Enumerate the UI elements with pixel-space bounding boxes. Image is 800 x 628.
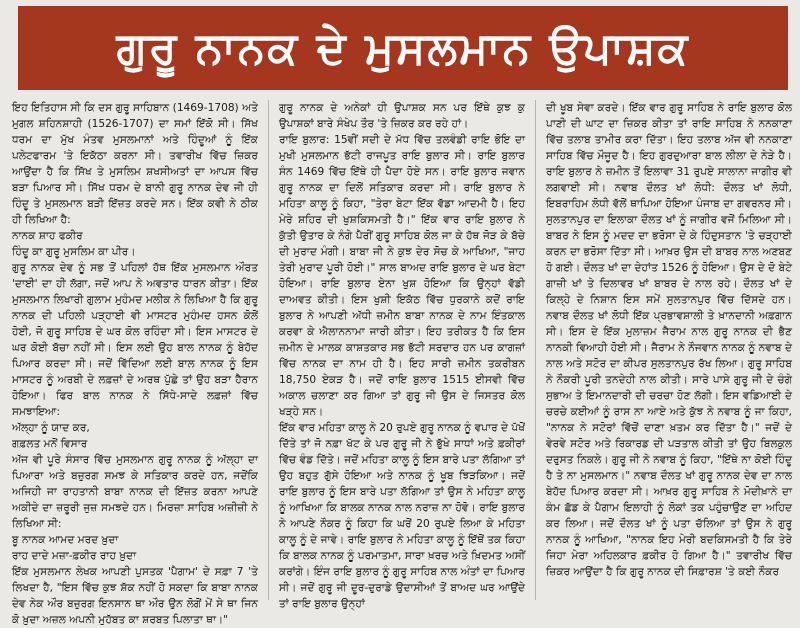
column-divider bbox=[535, 100, 536, 600]
paragraph: ਰਾਇ ਬੁਲਾਰ: 15ਵੀਂ ਸਦੀ ਦੇ ਮੱਧ ਵਿੱਚ ਤਲਵੰਡੀ ਰਾਇ ਭੋਇ ਦਾ ਮੁਖੀ ਮੁਸਲਮਾਨ ਭੱਟੀ ਰਾਜਪੂਤ ਰਾਇ ਬੁਲਾਰ ਸੀ। ਰਾਇ ਬੁਲਾਰ ਸੰਨ 1469 ਵਿੱਚ ਇੱਥੇ ਹੀ ਪੈਦਾ ਹੋਏ ਸਨ। ਰਾਇ ਬੁਲਾਰ ਜਵਾਨ ਗੁਰੂ ਨਾਨਕ ਦਾ ਦਿਲੋਂ ਸਤਿਕਾਰ ਕਰਦਾ ਸੀ। ਰਾਇ ਬੁਲਾਰ ਨੇ ਮਹਿਤਾ ਕਾਲੂ ਨੂੰ ਕਿਹਾ, "ਤੇਰਾ ਬੇਟਾ ਇੱਕ ਵੱਡਾ ਆਦਮੀ ਹੈ। ਇਹ ਮੇਰੇ ਸ਼ਹਿਰ ਦੀ ਖੁਸ਼ਕਿਸਮਤੀ ਹੈ।" ਇੱਕ ਵਾਰ ਰਾਇ ਬੁਲਾਰ ਨੇ ਕੁੱਤੀ ਉਤਾਰ ਕੇ ਨੰਗੇ ਪੈਰੀਂ ਗੁਰੂ ਸਾਹਿਬ ਕੋਲ ਜਾ ਕੇ ਹੱਥ ਜੋੜ ਕੇ ਬੱਚੇ ਦੀ ਮੁਰਾਦ ਮੰਗੀ। ਬਾਬਾ ਜੀ ਨੇ ਕੁਝ ਦੇਰ ਸੋਚ ਕੇ ਆਖਿਆ, "ਜਾਹ ਤੇਰੀ ਮੁਰਾਦ ਪੂਰੀ ਹੋਈ।" ਸਾਲ ਬਾਅਦ ਰਾਇ ਬੁਲਾਰ ਦੇ ਘਰ ਬੇਟਾ ਹੋਇਆ। ਰਾਇ ਬੁਲਾਰ ਏਨਾ ਖੁਸ਼ ਹੋਇਆ ਕਿ ਉਨ੍ਹਾਂ ਵੱਡੀ ਦਾਅਵਤ ਕੀਤੀ। ਇਸ ਖੁਸ਼ੀ ਇਕੱਠ ਵਿੱਚ ਧੁਰਕਾਨੇ ਕਦੋਂ ਰਾਇ ਬੁਲਾਰ ਨੇ ਆਪਣੀ ਅੱਧੀ ਜ਼ਮੀਨ ਬਾਬਾ ਨਾਨਕ ਦੇ ਨਾਮ ਇੰਤਕਾਲ ਕਰਵਾ ਕੇ ਐਲਾਨਨਾਮਾ ਜਾਰੀ ਕੀਤਾ। ਇਹ ਤਰੀਕਤ ਹੈ ਕਿ ਇਸ ਜ਼ਮੀਨ ਦੇ ਮਾਲਕ ਕਾਸ਼ਤਕਾਰ ਸਭ ਭੱਟੀ ਸਰਦਾਰ ਹਨ ਪਰ ਕਾਗਜ਼ਾਂ ਵਿੱਚ ਨਾਨਕ ਦਾ ਨਾਮ ਹੀ ਹੈ। ਇਹ ਸਾਰੀ ਜ਼ਮੀਨ ਤਕਰੀਬਨ 18,750 ਏਕੜ ਹੈ। ਜਦੋਂ ਰਾਇ ਬੁਲਾਰ 1515 ਈਸਵੀ ਵਿੱਚ ਅਕਾਲ ਚਲਾਣਾ ਕਰ ਗਿਆ ਤਾਂ ਗੁਰੂ ਜੀ ਉਸ ਦੇ ਜਿਸਤਰ ਕੋਲ ਖੜ੍ਹੇ ਸਨ। bbox=[279, 134, 525, 418]
headline: ਗੁਰੂ ਨਾਨਕ ਦੇ ਮੁਸਲਮਾਨ ਉਪਾਸ਼ਕ bbox=[116, 22, 690, 74]
verse-line: ਗਫ਼ਲਤ ਮਨੋਂ ਵਿਸਾਰ bbox=[12, 438, 88, 450]
verse-line: ਨਾਨਕ ਸ਼ਾਹ ਫਕੀਰ bbox=[12, 230, 83, 242]
verse-line: ਬੂ ਨਾਨਕ ਆਮਦ ਮਰਦ ਖ਼ੁਦਾ bbox=[12, 534, 119, 546]
article-column-2 bbox=[279, 100, 525, 610]
verse-line: ਹਿੰਦੂ ਕਾ ਗੁਰੂ ਮੁਸਲਿਮ ਕਾ ਪੀਰ। bbox=[12, 246, 136, 258]
paragraph: ਦੀ ਖੂਬ ਸੇਵਾ ਕਰਦੇ। ਇੱਕ ਵਾਰ ਗੁਰੂ ਸਾਹਿਬ ਨੇ ਰਾਇ ਬੁਲਾਰ ਕੋਲ ਪਾਣੀ ਦੀ ਘਾਟ ਦਾ ਜ਼ਿਕਰ ਕੀਤਾ ਤਾਂ ਰਾਇ ਸਾਹਿਬ ਨੇ ਨਨਕਾਣਾ ਵਿੱਚ ਤਲਾਬ ਤਾਮੀਰ ਕਰਾ ਦਿੱਤਾ। ਇਹ ਤਲਾਬ ਅੱਜ ਵੀ ਨਨਕਾਣਾ ਸਾਹਿਬ ਵਿੱਚ ਮੌਜੂਦ ਹੈ। ਇਹ ਗੁਰਦੁਆਰਾ ਬਾਲ ਲੀਲਾ ਦੇ ਨੇੜੇ ਹੈ। ਰਾਇ ਬੁਲਾਰ ਨੇ ਜ਼ਮੀਨ ਤੋਂ ਇਲਾਵਾ 31 ਰੁਪਏ ਸਾਲਾਨਾ ਜਾਗੀਰ ਵੀ ਲਗਵਾਈ ਸੀ। ਨਵਾਬ ਦੌਲਤ ਖਾਂ ਲੋਧੀ: ਦੌਲਤ ਖਾਂ ਲੋਧੀ, ਇਬਰਾਹਿਮ ਲੋਧੀ ਵੱਲੋਂ ਥਾਪਿਆ ਹੋਇਆ ਪੰਜਾਬ ਦਾ ਗਵਰਨਰ ਸੀ। ਸੁਲਤਾਨਪੁਰ ਦਾ ਇਲਾਕਾ ਦੌਲਤ ਖਾਂ ਨੂੰ ਜਾਗੀਰ ਵਜੋਂ ਮਿਲਿਆ ਸੀ। ਬਾਬਰ ਨੇ ਇਸ ਨੂੰ ਮਦਦ ਦਾ ਭਰੋਸਾ ਦੇ ਕੇ ਹਿੰਦੁਸਤਾਨ 'ਤੇ ਚੜ੍ਹਾਈ ਕਰਨ ਦਾ ਭਰੋਸਾ ਦਿੱਤਾ ਸੀ। ਆਖ਼ਰ ਉਸ ਦੀ ਬਾਬਰ ਨਾਲ ਅਣਬਣ ਹੋ ਗਈ। ਦੌਲਤ ਖਾਂ ਦਾ ਦੇਹਾਂਤ 1526 ਨੂੰ ਹੋਇਆ। ਉਸ ਦੇ ਦੋ ਬੇਟੇ ਗਾਜ਼ੀ ਖਾਂ ਤੇ ਦਿਲਾਵਰ ਖਾਂ ਬਾਬਰ ਦੇ ਨਾਲ ਰਹੇ। ਦੌਲਤ ਖਾਂ ਦੇ ਕਿਲ੍ਹੇ ਦੇ ਨਿਸ਼ਾਨ ਇਸ ਸਮੇਂ ਸੁਲਤਾਨਪੁਰ ਵਿੱਚ ਦਿੱਸਦੇ ਹਨ। ਨਵਾਬ ਦੌਲਤ ਖਾਂ ਲੋਧੀ ਇੱਕ ਪ੍ਰਭਾਵਸ਼ਾਲੀ ਤੇ ਖ਼ਾਨਦਾਨੀ ਅਫ਼ਗਾਨ ਸੀ। ਇਸ ਦੇ ਇੱਕ ਮੁਲਾਜ਼ਮ ਜੈਰਾਮ ਨਾਲ ਗੁਰੂ ਨਾਨਕ ਦੀ ਭੈਣ ਨਾਨਕੀ ਵਿਆਹੀ ਹੋਈ ਸੀ। ਜੈਰਾਮ ਨੇ ਨੌਜਵਾਨ ਨਾਨਕ ਨੂੰ ਨਵਾਬ ਦੇ ਨਾਲ ਅਤੇ ਸਟੋਰ ਦਾ ਕੀਪਰ ਸੁਲਤਾਨਪੁਰ ਰੱਖ ਲਿਆ। ਗੁਰੂ ਸਾਹਿਬ ਨੇ ਨੌਕਰੀ ਪੂਰੀ ਤਨਦੇਹੀ ਨਾਲ ਕੀਤੀ। ਸਾਰੇ ਪਾਸੇ ਗੁਰੂ ਜੀ ਦੇ ਚੰਗੇ ਸੁਭਾਅ ਤੇ ਇਮਾਨਦਾਰੀ ਦੀ ਚਰਚਾ ਹੋਣ ਲੱਗੀ। ਇਸ ਵਡਿਆਈ ਦੇ ਚਰਚੇ ਕਈਆਂ ਨੂੰ ਰਾਸ ਨਾ ਆਏ ਅਤੇ ਕੁੱਝ ਨੇ ਨਵਾਬ ਨੂੰ ਜਾ ਕਿਹਾ, "ਨਾਨਕ ਨੇ ਸਟੋਰਾਂ ਵਿੱਚੋਂ ਦਾਣਾ ਖ਼ਤਮ ਕਰ ਦਿੱਤਾ ਹੈ।" ਜਦੋਂ ਦੇ ਵੇਰਵੇ ਸਟੋਰ ਅਤੇ ਰਿਕਾਰਡ ਦੀ ਪੜਤਾਲ ਕੀਤੀ ਤਾਂ ਉਹ ਬਿਲਕੁਲ ਦਰੁਸਤ ਨਿਕਲੇ। ਗੁਰੂ ਜੀ ਨੇ ਨਵਾਬ ਨੂੰ ਕਿਹਾ, "ਇੱਥੇ ਨਾ ਕੋਈ ਹਿੰਦੂ ਹੈ ਤੇ ਨਾ ਮੁਸਲਮਾਨ।" ਨਵਾਬ ਦੌਲਤ ਖਾਂ ਗੁਰੂ ਨਾਨਕ ਦੇਵ ਦਾ ਨਾਲ ਬੇਹੱਦ ਪਿਆਰ ਕਰਦਾ ਸੀ। ਆਖ਼ਰ ਗੁਰੂ ਸਾਹਿਬ ਨੇ ਮੋਦੀਖ਼ਾਨੇ ਦਾ ਕੰਮ ਛੱਡ ਕੇ ਪੈਗਾਮ ਇਲਾਹੀ ਨੂੰ ਲੋਕਾਂ ਤਕ ਪਹੁੰਚਾਉਣ ਦਾ ਅਹਿਦ ਕਰ ਲਿਆ। ਜਦੋਂ ਦੌਲਤ ਖਾਂ ਨੂੰ ਪਤਾ ਚੱਲਿਆ ਤਾਂ ਉਸ ਨੇ ਗੁਰੂ ਨਾਨਕ ਨੂੰ ਆਖਿਆ, "ਨਾਨਕ ਇਹ ਮੇਰੀ ਬਦਕਿਸਮਤੀ ਹੈ ਕਿ ਤੇਰੇ ਜਿਹਾ ਮੇਰਾ ਅਹਿਲਕਾਰ ਫ਼ਕੀਰ ਹੋ ਗਿਆ ਹੈ।" ਤਵਾਰੀਖ ਵਿੱਚ ਜ਼ਿਕਰ ਆਉਂਦਾ ਹੈ ਕਿ ਗੁਰੂ ਨਾਨਕ ਦੀ ਸਿਫ਼ਾਰਸ਼ 'ਤੇ ਕਈ ਨੌਕਰ bbox=[546, 102, 792, 578]
verse-line: ਅੱਲ੍ਹਾ ਨੂੰ ਯਾਦ ਕਰ, bbox=[12, 422, 90, 434]
verse-line: ਰਾਹ ਦਾਦੇ ਮਜ਼ਾ-ਫ਼ਕੀਰ ਰਾਹ ਖ਼ੁਦਾ bbox=[12, 550, 137, 562]
paragraph: ਇਹ ਇਤਿਹਾਸ ਸੀ ਕਿ ਦਸ ਗੁਰੂ ਸਾਹਿਬਾਨ (1469-1708) ਅਤੇ ਮੁਗਲ ਸ਼ਹਿਨਸ਼ਾਹੀ (1526-1707) ਦਾ ਸਮਾਂ ਇੱਕੋ ਸੀ। ਸਿੱਖ ਧਰਮ ਦਾ ਮੁੱਖ ਮੰਤਵ ਮੁਸਲਮਾਨਾਂ ਅਤੇ ਹਿੰਦੂਆਂ ਨੂੰ ਇੱਕ ਪਲੇਟਫਾਰਮ 'ਤੇ ਇਕੱਠਾ ਕਰਨਾ ਸੀ। ਤਵਾਰੀਖ ਵਿੱਚ ਜ਼ਿਕਰ ਆਉਂਦਾ ਹੈ ਕਿ ਸਿੱਖ ਤੇ ਮੁਸਲਿਮ ਸ਼ਖਸੀਅਤਾਂ ਦਾ ਆਪਸ ਵਿੱਚ ਬੜਾ ਪਿਆਰ ਸੀ। ਸਿੱਖ ਧਰਮ ਦੇ ਬਾਨੀ ਗੁਰੂ ਨਾਨਕ ਦੇਵ ਜੀ ਹੀ ਹਿੰਦੂ ਤੇ ਮੁਸਲਮਾਨ ਬੜੀ ਇੱਜ਼ਤ ਕਰਦੇ ਸਨ। ਇੱਕ ਕਵੀ ਨੇ ਠੀਕ ਹੀ ਲਿਖਿਆ ਹੈ: bbox=[12, 102, 258, 226]
paragraph: ਗੁਰੂ ਨਾਨਕ ਦੇ ਅਨੇਕਾਂ ਹੀ ਉਪਾਸ਼ਕ ਸਨ ਪਰ ਇੱਥੇ ਕੁਝ ਕੁ ਉਪਾਸ਼ਕਾਂ ਬਾਰੇ ਸੰਖੇਪ ਤੌਰ 'ਤੇ ਜ਼ਿਕਰ ਕਰ ਰਹੇ ਹਾਂ। bbox=[279, 102, 525, 130]
column-divider bbox=[268, 100, 269, 600]
article-column-1 bbox=[12, 100, 258, 626]
paragraph: ਇੱਕ ਮੁਸਲਮਾਨ ਲੇਖਕ ਆਪਣੀ ਪੁਸਤਕ 'ਪੈਗਾਮ' ਦੇ ਸਫ਼ਾ 7 'ਤੇ ਲਿਖਦਾ ਹੈ, "ਇਸ ਵਿੱਚ ਕੁਝ ਸ਼ੱਕ ਨਹੀਂ ਹੋ ਸਕਦਾ ਕਿ ਬਾਬਾ ਨਾਨਕ ਦੇਵ ਨੇਕ ਔਰ ਬਜ਼ੁਰਗ ਇਨਸਾਨ ਥਾ ਔਰ ਉਨ ਲੋਗੋਂ ਮੇਂ ਸੇ ਥਾ ਜਿਨ ਕੋ ਖ਼ੁਦਾ ਅਜ਼ਲ ਅਪਨੀ ਮੁਹੱਬਤ ਕਾ ਸ਼ਰਬਤ ਪਿਲਾਤਾ ਥਾ।" bbox=[12, 566, 258, 626]
headline-banner bbox=[18, 6, 788, 90]
article-body bbox=[12, 100, 792, 626]
paragraph: ਗੁਰੂ ਨਾਨਕ ਦੇਵ ਨੂੰ ਸਭ ਤੋਂ ਪਹਿਲਾਂ ਹੱਥ ਇੱਕ ਮੁਸਲਮਾਨ ਔਰਤ 'ਦਾਈ' ਦਾ ਹੀ ਲੱਗਾ, ਜਦੋਂ ਆਪ ਨੇ ਅਵਤਾਰ ਧਾਰਨ ਕੀਤਾ। ਇੱਕ ਮੁਸਲਮਾਨ ਲਿਖਾਰੀ ਗੁਲਾਮ ਮੁਹੰਮਦ ਮਲੀਕ ਨੇ ਲਿਖਿਆ ਹੈ ਕਿ ਗੁਰੂ ਨਾਨਕ ਦੀ ਪਹਿਲੀ ਪੜ੍ਹਾਈ ਵੀ ਮਾਸਟਰ ਮੁਹੰਮਦ ਹਸਨ ਕੋਲੋਂ ਹੋਈ, ਜੋ ਗੁਰੂ ਸਾਹਿਬ ਦੇ ਘਰ ਕੋਲ ਰਹਿੰਦਾ ਸੀ। ਇਸ ਮਾਸਟਰ ਦੇ ਘਰ ਕੋਈ ਬੱਚਾ ਨਹੀਂ ਸੀ। ਇਸ ਲਈ ਉਹ ਬਾਲ ਨਾਨਕ ਨੂੰ ਬੇਹੱਦ ਪਿਆਰ ਕਰਦਾ ਸੀ। ਜਦੋਂ ਵਿੱਦਿਆ ਲਈ ਬਾਲ ਨਾਨਕ ਨੂੰ ਇਸ ਮਾਸਟਰ ਨੂੰ ਅਰਬੀ ਦੇ ਲਫ਼ਜ਼ਾਂ ਦੇ ਅਰਥ ਪੁੱਛੇ ਤਾਂ ਉਹ ਬੜਾ ਹੈਰਾਨ ਹੋਇਆ। ਫਿਰ ਬਾਲ ਨਾਨਕ ਨੇ ਸਿੱਧੇ-ਸਾਦੇ ਲਫ਼ਜ਼ਾਂ ਵਿੱਚ ਸਮਝਾਇਆ: bbox=[12, 262, 258, 418]
paragraph: ਅੱਜ ਵੀ ਪੂਰੇ ਸੰਸਾਰ ਵਿੱਚ ਮੁਸਲਮਾਨ ਗੁਰੂ ਨਾਨਕ ਨੂੰ ਅੱਲ੍ਹਾ ਦਾ ਪਿਆਰਾ ਅਤੇ ਬਜ਼ੁਰਗ ਸਮਝ ਕੇ ਸਤਿਕਾਰ ਕਰਦੇ ਹਨ, ਜਦੋਂਕਿ ਅਜਿਹੀ ਜਾ ਰਾਹਤਾਨੀ ਬਾਬਾ ਨਾਨਕ ਦੀ ਇੱਜ਼ਤ ਕਰਨਾ ਆਪਣੇ ਅਕੀਦੇ ਦਾ ਜ਼ਰੂਰੀ ਜੁਜ਼ ਸਮਝਦੇ ਹਨ। ਮਿਰਜ਼ਾ ਸਾਹਿਬ ਅਜ਼ੀਜ਼ੀ ਨੇ ਲਿਖਿਆ ਸੀ: bbox=[12, 454, 258, 530]
paragraph: ਇੱਕ ਵਾਰ ਮਹਿਤਾ ਕਾਲੂ ਨੇ 20 ਰੁਪਏ ਗੁਰੂ ਨਾਨਕ ਨੂੰ ਵਪਾਰ ਦੇ ਪੱਖੋਂ ਦਿੱਤੇ ਤਾਂ ਜੋ ਨਫ਼ਾ ਖੱਟ ਕੇ ਪਰ ਗੁਰੂ ਜੀ ਨੇ ਭੁੱਖੇ ਸਾਧਾਂ ਅਤੇ ਫ਼ਕੀਰਾਂ ਵਿੱਚ ਵੰਡ ਦਿੱਤੇ। ਜਦੋਂ ਮਹਿਤਾ ਕਾਲੂ ਨੂੰ ਇਸ ਬਾਰੇ ਪਤਾ ਲੱਗਿਆ ਤਾਂ ਉਹ ਬਹੁਤ ਗੁੱਸੇ ਹੋਇਆ ਅਤੇ ਨਾਨਕ ਨੂੰ ਖੂਬ ਝਿੜਕਿਆ। ਜਦੋਂ ਰਾਇ ਬੁਲਾਰ ਨੂੰ ਇਸ ਬਾਰੇ ਪਤਾ ਲੱਗਿਆ ਤਾਂ ਉਸ ਨੇ ਮਹਿਤਾ ਕਾਲੂ ਨੂੰ ਆਖਿਆ ਕਿ ਬਾਲਕ ਨਾਨਕ ਨਾਲ ਨਰਾਜ਼ ਨਾ ਹੋਵੋ। ਰਾਇ ਬੁਲਾਰ ਨੇ ਆਪਣੇ ਨੌਕਰ ਨੂੰ ਕਿਹਾ ਕਿ ਘਰੋਂ 20 ਰੁਪਏ ਲਿਆ ਕੇ ਮਹਿਤਾ ਕਾਲੂ ਨੂੰ ਦੇ ਜਾਵੇ। ਰਾਇ ਬੁਲਾਰ ਨੇ ਮਹਿਤਾ ਕਾਲੂ ਨੂੰ ਇੱਥੋਂ ਤਕ ਕਿਹਾ ਕਿ ਬਾਲਕ ਨਾਨਕ ਨੂੰ ਪਰਮਾਤਮਾ, ਸਾਰਾ ਖ਼ਰਚ ਅਤੇ ਖ਼ਿਦਮਤ ਅਸੀਂ ਕਰਾਂਗੇ। ਇੰਜ ਰਾਇ ਬੁਲਾਰ ਨੂੰ ਗੁਰੂ ਸਾਹਿਬ ਨਾਲ ਅੰਤਾਂ ਦਾ ਪਿਆਰ ਸੀ। ਜਦੋਂ ਗੁਰੂ ਜੀ ਦੂਰ-ਦੁਰਾਡੇ ਉਦਾਸੀਆਂ ਤੋਂ ਬਾਅਦ ਘਰ ਆਉਂਦੇ ਤਾਂ ਰਾਇ ਬੁਲਾਰ ਉਨ੍ਹਾਂ bbox=[279, 422, 525, 610]
article-column-3 bbox=[546, 100, 792, 600]
